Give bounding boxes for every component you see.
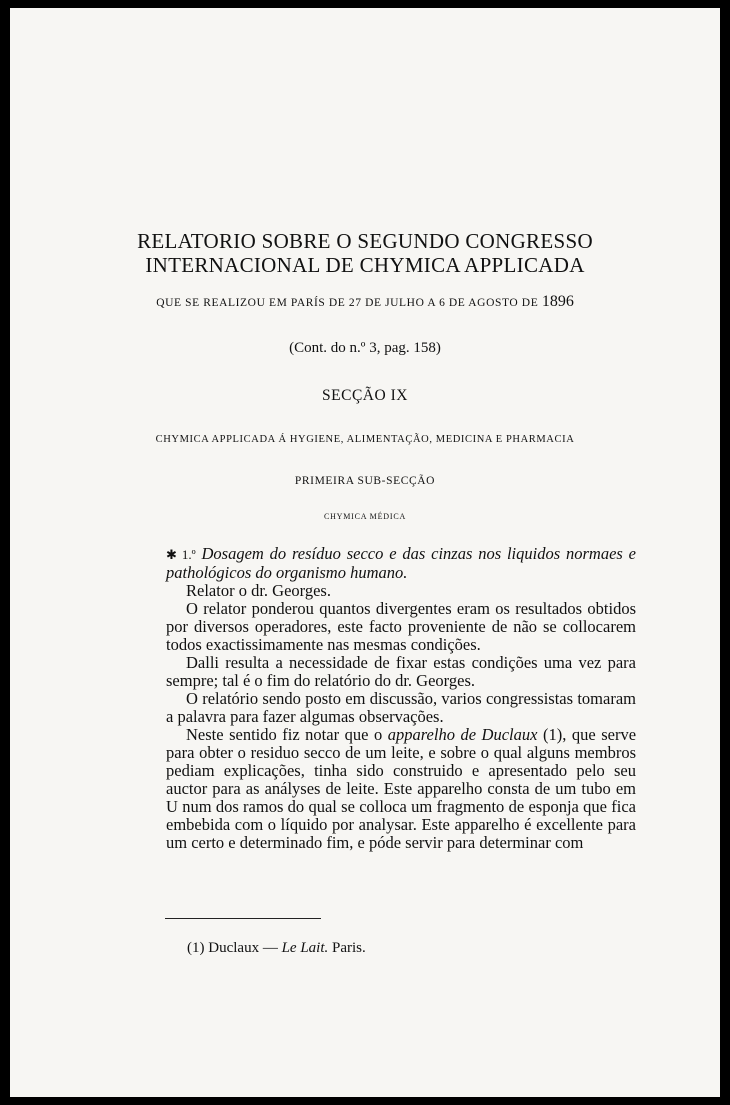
paragraph: O relatório sendo posto em discussão, varios congressistas tomaram a palavra para fazer algumas observações. [166, 689, 636, 726]
continuation-note: (Cont. do n.º 3, pag. 158) [289, 340, 441, 356]
subsection-topic: CHYMICA MÉDICA [323, 512, 407, 521]
footnote [187, 940, 366, 957]
footnote-number: (1) [187, 940, 205, 956]
footnote-author: Duclaux — [208, 940, 278, 956]
subtitle-text: QUE SE REALIZOU EM PARÍS DE 27 DE JULHO A 6 DE AGOSTO DE [156, 297, 539, 309]
footnote-divider [165, 918, 321, 919]
item-reporter: Relator o dr. Georges. [186, 581, 331, 600]
footnote-place: Paris. [332, 940, 366, 956]
paragraph-duclaux [166, 726, 636, 852]
paragraph-start: Neste sentido fiz notar que o [186, 725, 383, 744]
section-heading: SECÇÃO IX [322, 387, 408, 404]
title-line-1: RELATORIO SOBRE O SEGUNDO CONGRESSO [137, 229, 593, 253]
footnote-ref: (1) [543, 725, 563, 744]
item-heading [166, 545, 636, 582]
subtitle-year: 1896 [541, 293, 574, 310]
section-topic: CHYMICA APPLICADA Á HYGIENE, ALIMENTAÇÃO, MEDICINA E PHARMACIA [155, 434, 575, 445]
subtitle [0, 293, 730, 311]
apparatus-name: apparelho de Duclaux [387, 725, 538, 744]
title-line-2: INTERNACIONAL DE CHYMICA APPLICADA [145, 253, 585, 277]
item-title: Dosagem do resíduo secco e das cinzas nos liquidos normaes e pathológicos do organismo humano. [166, 544, 636, 582]
subsection-heading: PRIMEIRA SUB-SECÇÃO [294, 475, 436, 487]
item-marker: ✱ 1.º [166, 547, 196, 562]
body-text [166, 545, 636, 852]
footnote-title: Le Lait. [281, 940, 329, 956]
paragraph: O relator ponderou quantos divergentes eram os resultados obtidos por diversos operadores, este facto proveniente de não se collocarem todos exactissimamente nas mesmas condições. [166, 599, 636, 654]
paragraph: Dalli resulta a necessidade de fixar estas condições uma vez para sempre; tal é o fim do relatório do dr. Georges. [166, 653, 636, 690]
paragraph-rest: , que serve para obter o residuo secco de um leite, e sobre o qual alguns membros pediam explicações, tinha sido construido e apresentado pelo seu auctor para as anályses de leite. Este apparelho consta de um tubo em U num dos ramos do qual se colloca um fragmento de esponja que fica embebida com o líquido por analysar. Este apparelho é excellente para um certo e determinado fim, e póde servir para determinar com [166, 725, 637, 852]
